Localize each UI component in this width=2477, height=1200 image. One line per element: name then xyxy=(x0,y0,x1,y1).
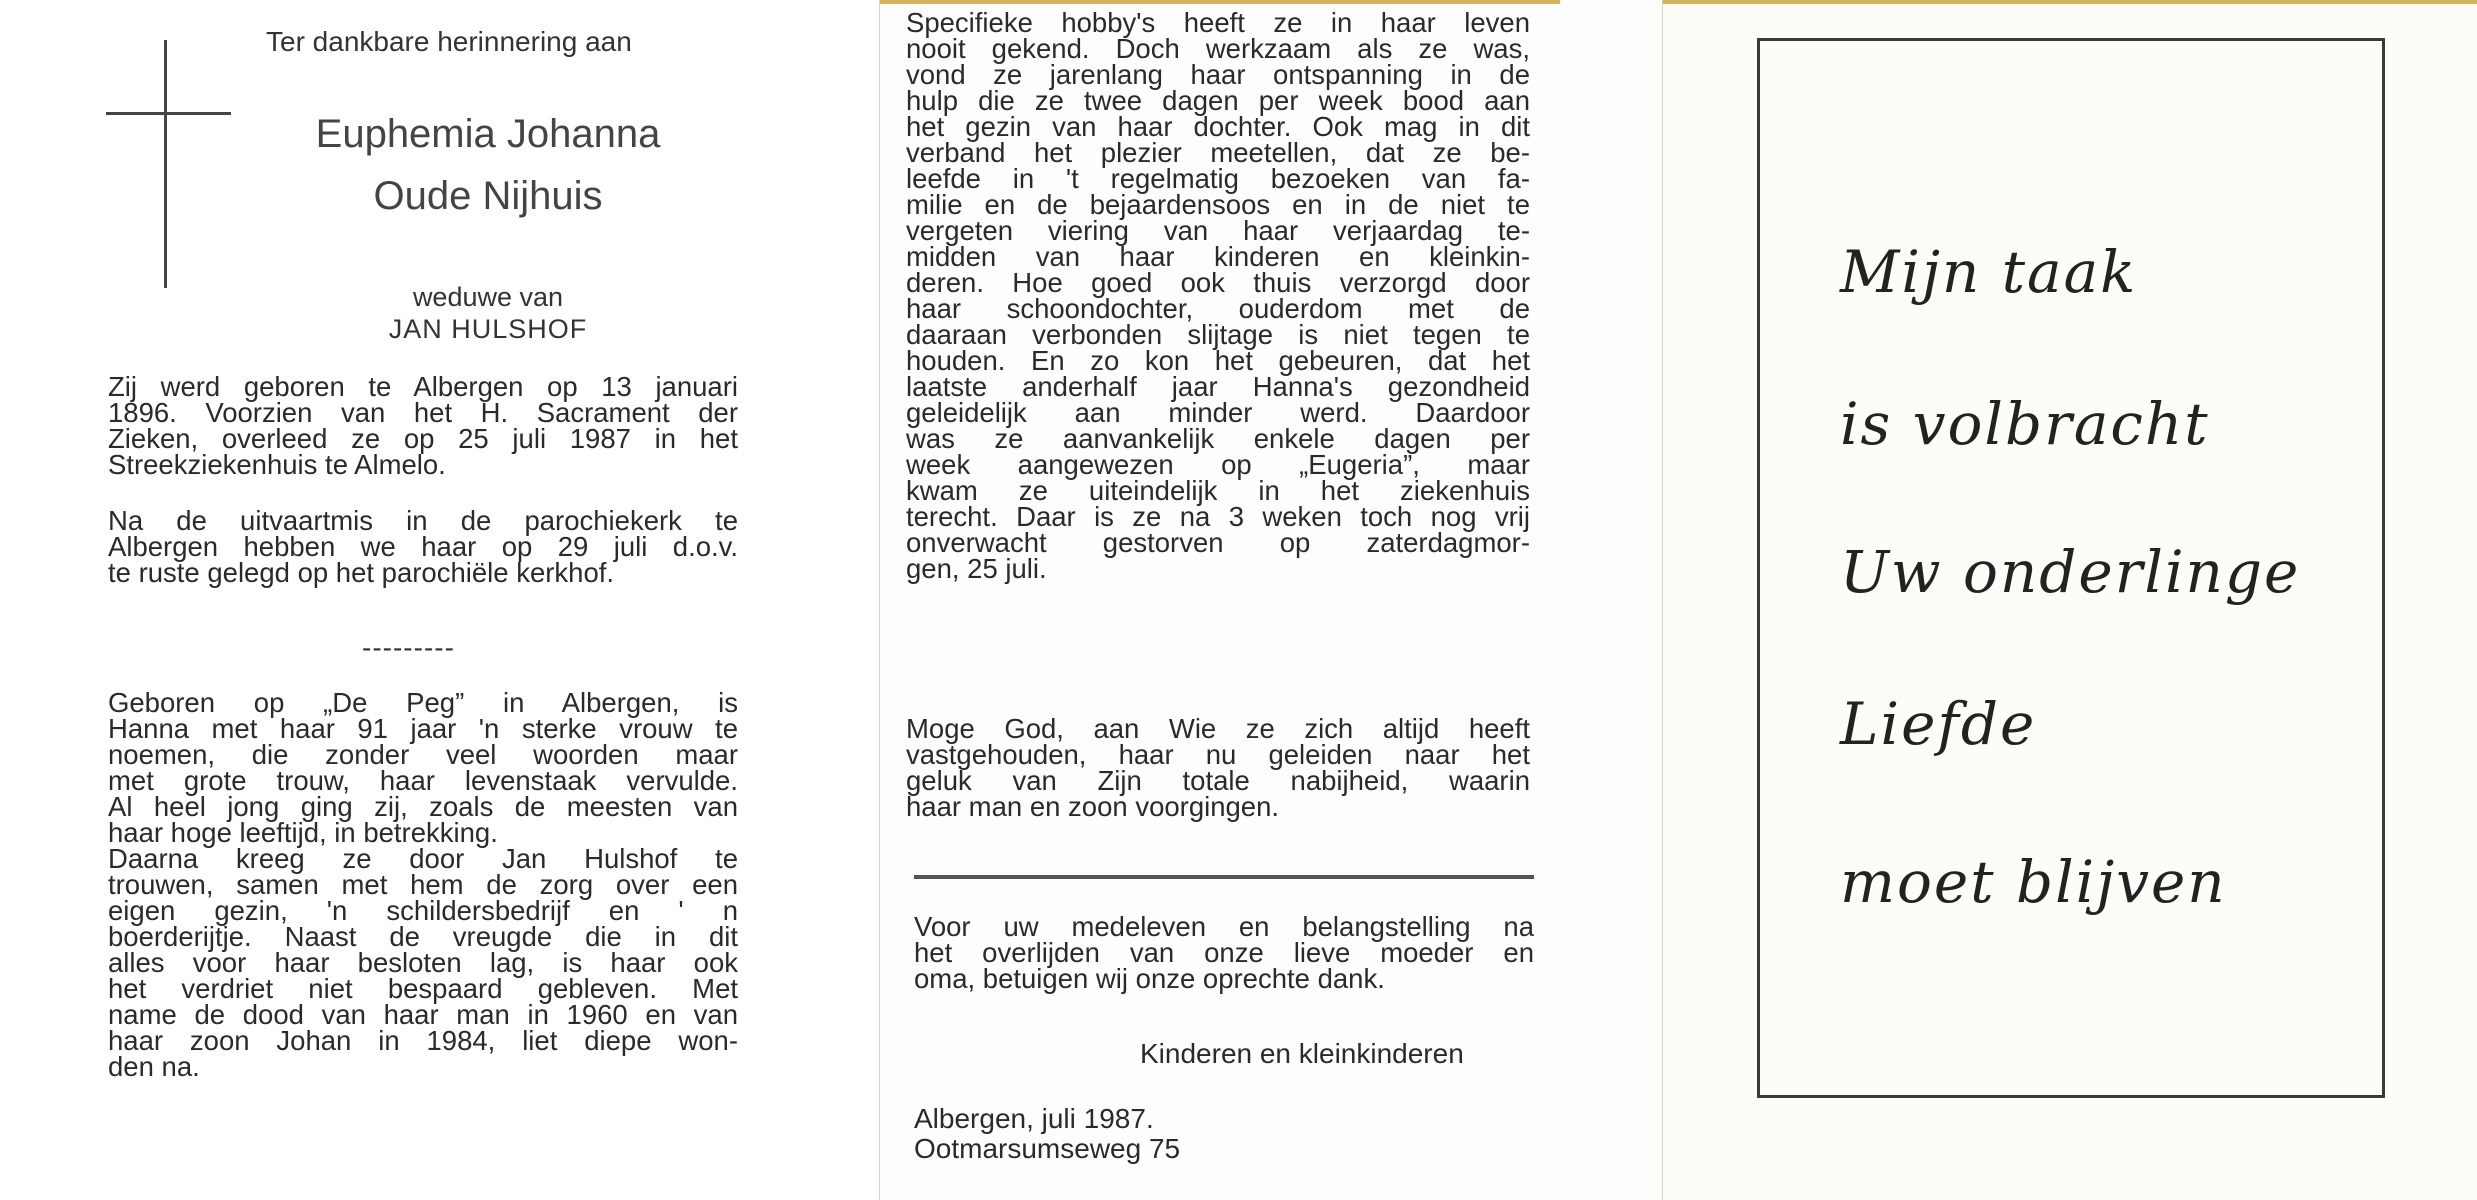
prayer-paragraph xyxy=(906,713,1530,822)
text-line: terecht. Daar is ze na 3 weken toch nog vrij xyxy=(906,501,1530,532)
text-line: het overlijden van onze lieve moeder en xyxy=(914,937,1534,968)
place-and-address xyxy=(914,1104,1180,1164)
text-line: den na. xyxy=(108,1051,200,1082)
street-address: Ootmarsumseweg 75 xyxy=(914,1133,1181,1164)
text-line: haar zoon Johan in 1984, liet diepe won- xyxy=(108,1025,738,1056)
text-line: vastgehouden, haar nu geleiden naar het xyxy=(906,739,1530,770)
text-line: haar schoondochter, ouderdom met de xyxy=(906,293,1530,324)
text-line: verband het plezier meetellen, dat ze be- xyxy=(906,137,1530,168)
text-line: onverwacht gestorven op zaterdagmor- xyxy=(906,527,1530,558)
text-line: met grote trouw, haar levenstaak vervulde. xyxy=(108,765,738,796)
text-line: noemen, die zonder veel woorden maar xyxy=(108,739,738,770)
text-line: midden van haar kinderen en kleinkin- xyxy=(906,241,1530,272)
text-line: Hanna met haar 91 jaar 'n sterke vrouw te xyxy=(108,713,738,744)
text-line: Moge God, aan Wie ze zich altijd heeft xyxy=(906,713,1530,744)
text-line: milie en de bejaardensoos en in de niet te xyxy=(906,189,1530,220)
text-line: Zieken, overleed ze op 25 juli 1987 in het xyxy=(108,423,738,454)
text-line: was ze aanvankelijk enkele dagen per xyxy=(906,423,1530,454)
text-line: haar man en zoon voorgingen. xyxy=(906,791,1280,822)
text-line: het gezin van haar dochter. Ook mag in dit xyxy=(906,111,1530,142)
thanks-paragraph xyxy=(914,911,1534,994)
text-line: gen, 25 juli. xyxy=(906,553,1047,584)
text-line: Zij werd geboren te Albergen op 13 januari xyxy=(108,371,738,402)
text-line: trouwen, samen met hem de zorg over een xyxy=(108,869,738,900)
cross-icon-vertical xyxy=(164,40,167,288)
text-line: Geboren op „De Peg” in Albergen, is xyxy=(108,687,738,718)
text-line: Albergen hebben we haar op 29 juli d.o.v. xyxy=(108,531,738,562)
left-page xyxy=(0,0,880,1200)
page-edge xyxy=(1663,0,2477,4)
verse-line: moet blijven xyxy=(1840,848,2227,916)
signature-line: Kinderen en kleinkinderen xyxy=(1140,1038,1464,1069)
text-line: boerderijtje. Naast de vreugde die in dit xyxy=(108,921,738,952)
text-line: haar hoge leeftijd, in betrekking. xyxy=(108,817,498,848)
widow-label: weduwe van xyxy=(412,282,564,312)
text-line: hulp die ze twee dagen per week bood aan xyxy=(906,85,1530,116)
text-line: nooit gekend. Doch werkzaam als ze was, xyxy=(906,33,1530,64)
text-line: laatste anderhalf jaar Hanna's gezondheid xyxy=(906,371,1530,402)
text-line: vergeten viering van haar verjaardag te- xyxy=(906,215,1530,246)
text-line: name de dood van haar man in 1960 en van xyxy=(108,999,738,1030)
text-line: eigen gezin, 'n schildersbedrijf en ' n xyxy=(108,895,738,926)
verse-line: Uw onderlinge xyxy=(1840,538,2301,606)
page-edge xyxy=(880,0,1560,4)
text-line: alles voor haar besloten lag, is haar ook xyxy=(108,947,738,978)
text-line: te ruste gelegd op het parochiële kerkhof. xyxy=(108,557,615,588)
text-line: vond ze jarenlang haar ontspanning in de xyxy=(906,59,1530,90)
text-line: week aangewezen op „Eugeria”, maar xyxy=(906,449,1530,480)
text-line: deren. Hoe goed ook thuis verzorgd door xyxy=(906,267,1530,298)
text-line: Na de uitvaartmis in de parochiekerk te xyxy=(108,505,738,536)
verse-line: is volbracht xyxy=(1840,390,2210,458)
text-line: kwam ze uiteindelijk in het ziekenhuis xyxy=(906,475,1530,506)
text-line: houden. En zo kon het gebeuren, dat het xyxy=(906,345,1530,376)
deceased-first-names: Euphemia Johanna xyxy=(315,112,661,156)
spouse-name: JAN HULSHOF xyxy=(388,314,588,344)
text-line: Daarna kreeg ze door Jan Hulshof te xyxy=(108,843,738,874)
text-line: 1896. Voorzien van het H. Sacrament der xyxy=(108,397,738,428)
deceased-surname: Oude Nijhuis xyxy=(373,174,603,218)
cross-icon-horizontal xyxy=(106,112,231,115)
text-line: Streekziekenhuis te Almelo. xyxy=(108,449,446,480)
divider-rule xyxy=(914,875,1534,879)
funeral-paragraph xyxy=(108,505,738,588)
verse-line: Liefde xyxy=(1840,690,2037,758)
text-line: Specifieke hobby's heeft ze in haar leven xyxy=(906,7,1530,38)
intro-text: Ter dankbare herinnering aan xyxy=(266,26,632,57)
text-line: leefde in 't regelmatig bezoeken van fa- xyxy=(906,163,1530,194)
life-story-paragraph xyxy=(108,687,738,1082)
place-date: Albergen, juli 1987. xyxy=(914,1103,1154,1134)
text-line: Voor uw medeleven en belangstelling na xyxy=(914,911,1534,942)
text-line: geluk van Zijn totale nabijheid, waarin xyxy=(906,765,1530,796)
text-line: geleidelijk aan minder werd. Daardoor xyxy=(906,397,1530,428)
text-line: Al heel jong ging zij, zoals de meesten van xyxy=(108,791,738,822)
text-line: het verdriet niet bespaard gebleven. Met xyxy=(108,973,738,1004)
text-line: daaraan verbonden slijtage is niet tegen te xyxy=(906,319,1530,350)
hobbies-paragraph xyxy=(906,7,1530,584)
verse-line: Mijn taak xyxy=(1840,238,2138,306)
text-line: oma, betuigen wij onze oprechte dank. xyxy=(914,963,1385,994)
birth-death-paragraph xyxy=(108,371,738,480)
separator: --------- xyxy=(362,632,455,663)
